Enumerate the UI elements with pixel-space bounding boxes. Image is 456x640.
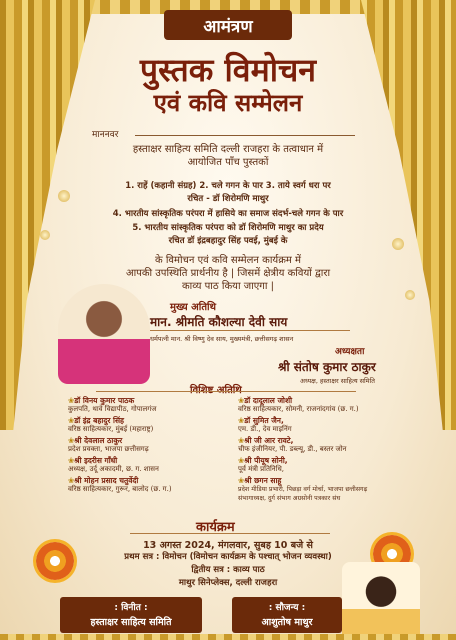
president-role: अध्यक्ष, हस्ताक्षर साहित्य समिति xyxy=(300,377,376,385)
guest-name: ❀ श्री पीयूष सोनी, xyxy=(238,456,288,465)
book-line: रचित डॉ इंद्रबहादुर सिंह पवई, मुंबई के xyxy=(168,236,288,246)
guest-entry xyxy=(68,456,159,474)
intro-line: आयोजित पाँच पुस्तकों xyxy=(187,157,269,168)
page-title: पुस्तक विमोचन xyxy=(139,51,317,89)
president-name: श्री संतोष कुमार ठाकुर xyxy=(278,360,376,374)
guest-entry xyxy=(68,396,156,414)
guest-entry xyxy=(68,436,149,454)
divider xyxy=(96,391,356,392)
book-line: 5. भारतीय सांस्कृतिक परंपरा को डॉ शिरोमणि माथुर का प्रदेय xyxy=(132,223,324,233)
guest-role: अध्यक्ष, उर्दू अकादमी, छ. ग. शासन xyxy=(68,465,159,473)
guest-role: चीफ इंजीनियर, पी. डब्ल्यू, डी., बस्तर जोन xyxy=(238,445,347,453)
chief-guest-role: धर्मपत्नी मान. श्री विष्णु देव साय, मुख्यमंत्री, छत्तीसगढ़ शासन xyxy=(150,335,294,343)
guest-entry xyxy=(68,476,172,494)
guest-role: कुलपति, थावे विद्यापीठ, गोपालगंज xyxy=(68,405,157,413)
page-subtitle: एवं कवि सम्मेलन xyxy=(153,88,303,117)
guest-role: प्रदेश मीडिया प्रभारी, पिछड़ा वर्ग मोर्चा, भाजपा छत्तीसगढ़ xyxy=(238,486,368,493)
president-label: अध्यक्षता xyxy=(335,347,365,357)
chief-guest-photo xyxy=(58,284,150,384)
guest-role: संभागाध्यक्ष, दुर्ग संभाग अग्रसोनी पत्रकार संघ xyxy=(238,495,341,502)
guest-name: ❀ डॉ सुमित जैन, xyxy=(238,416,292,425)
intro-line: हस्ताक्षर साहित्य समिति दल्ली राजहरा के तत्वाधान में xyxy=(132,144,324,155)
flower-icon xyxy=(36,542,74,580)
guest-name: ❀ डॉ इंद्र बहादुर सिंह xyxy=(68,416,153,425)
guest-name: ❀ श्री इदरीस गाँधी xyxy=(68,456,159,465)
bottom-border xyxy=(0,634,456,640)
guest-role: वरिष्ठ साहित्यकार, गुरूर, बालोद (छ. ग.) xyxy=(68,485,172,493)
guest-role: वरिष्ठ साहित्यकार, सोमनी, राजनांदगांव (छ. ग.) xyxy=(238,405,359,413)
program-label: कार्यक्रम xyxy=(196,520,235,535)
guest-name: ❀ डॉ विनय कुमार पाठक xyxy=(68,396,156,405)
salutation-underline xyxy=(135,135,355,136)
guest-name: ❀ श्री जी आर रावटे, xyxy=(238,436,346,445)
guest-role: वरिष्ठ साहित्यकार, मुंबई (महाराष्ट्र) xyxy=(68,425,154,433)
sponsor-photo xyxy=(342,562,420,640)
chief-guest-name: मान. श्रीमति कौशल्या देवी साय xyxy=(150,315,288,329)
invite-line: के विमोचन एवं कवि सम्मेलन कार्यक्रम में xyxy=(154,255,302,266)
program-session: द्वितीय सत्र : काव्य पाठ xyxy=(191,565,265,575)
guest-role: पूर्व मंत्री प्रतिनिधि, xyxy=(238,465,285,473)
courtesy-label: : सौजन्य : xyxy=(268,603,306,613)
courtesy-box xyxy=(232,597,342,633)
divider xyxy=(130,533,330,534)
guest-entry xyxy=(238,396,359,414)
invite-line: काव्य पाठ किया जाएगा | xyxy=(181,281,275,292)
guest-name: ❀ डॉ दादूलाल जोशी xyxy=(238,396,359,405)
divider xyxy=(150,330,350,331)
humble-box xyxy=(60,597,202,633)
humble-label: : विनीत : xyxy=(114,603,148,613)
program-session: प्रथम सत्र : विमोचन (विमोचन कार्यक्रम के पश्चात् भोजन व्यवस्था) xyxy=(124,552,332,562)
special-guests-label: विशिष्ट अतिथि xyxy=(190,385,242,396)
guest-name: ❀ श्री मोहन प्रसाद चतुर्वेदी xyxy=(68,476,172,485)
invitation-badge: आमंत्रण xyxy=(164,10,292,40)
book-line: 4. भारतीय सांस्कृतिक परंपरा में हासिये का समाज संदर्भ-चले गगन के पार xyxy=(112,209,344,219)
humble-value: हस्ताक्षर साहित्य समिति xyxy=(90,617,172,628)
program-date: 13 अगस्त 2024, मंगलवार, सुबह 10 बजे से xyxy=(143,540,313,551)
invite-line: आपकी उपस्थिति प्रार्थनीय है | जिसमें क्षेत्रीय कवियों द्वारा xyxy=(125,268,331,279)
chief-guest-label: मुख्य अतिथि xyxy=(170,302,217,313)
guest-entry xyxy=(238,436,346,454)
guest-entry xyxy=(68,416,153,434)
guest-entry xyxy=(238,456,288,474)
guest-name: ❀ श्री देवलाल ठाकुर xyxy=(68,436,149,445)
book-line: 1. राहें (कहानी संग्रह) 2. चले गगन के पार 3. ताये स्वर्ग धरा पर xyxy=(125,181,331,191)
program-venue: माथुर सिनेप्लेक्स, दल्ली राजहरा xyxy=(178,578,278,588)
salutation: माननवर xyxy=(92,130,119,140)
book-line: रचित - डॉ शिरोमणि माथुर xyxy=(187,194,269,204)
guest-entry xyxy=(238,476,367,503)
guest-role: एम. डी., देव माइनिंग xyxy=(238,425,292,433)
guest-entry xyxy=(238,416,292,434)
guest-name: ❀ श्री छगन साहू xyxy=(238,476,367,485)
guest-role: प्रदेश प्रवक्ता, भाजपा छत्तीसगढ़ xyxy=(68,445,149,453)
courtesy-value: आशुतोष माथुर xyxy=(261,617,313,628)
